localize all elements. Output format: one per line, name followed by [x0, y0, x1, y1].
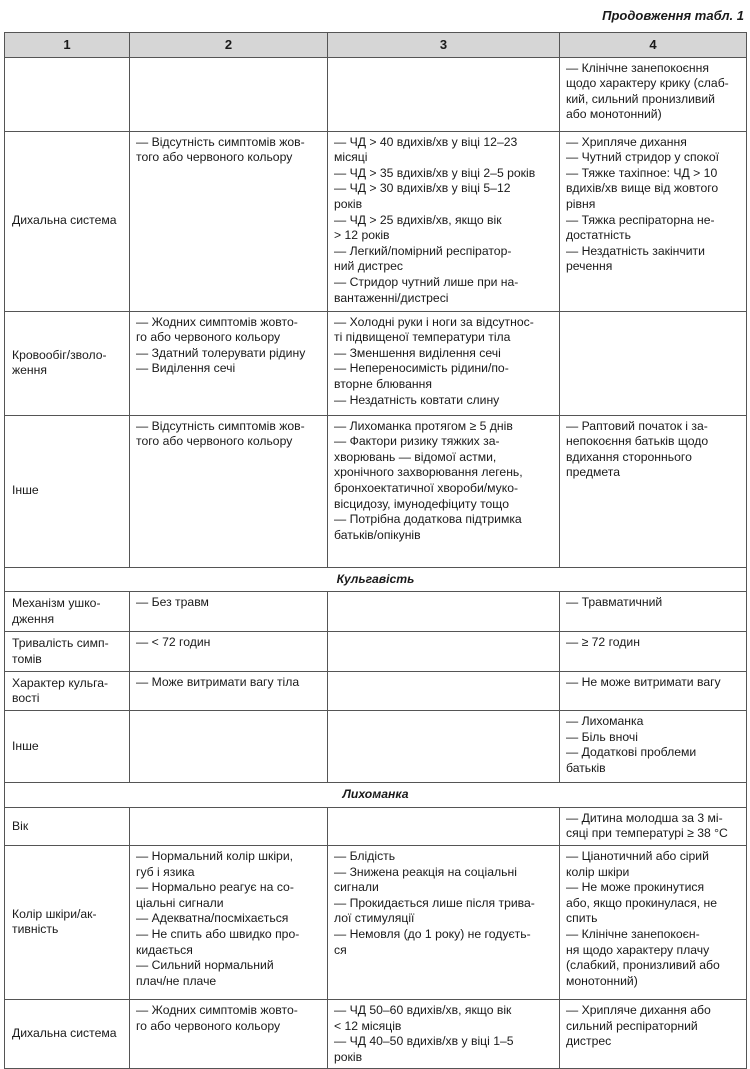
criterion-item: — Не може витримати вагу [566, 675, 721, 690]
column-header-1: 1 [5, 33, 130, 58]
criterion-item: — Біль вночі [566, 729, 638, 744]
row-label: Тривалість симп- томів [5, 632, 130, 672]
table-cell-col3 [328, 999, 560, 1068]
criterion-item: — Виділення сечі [136, 361, 236, 376]
table-cell-col2 [130, 311, 328, 415]
header-row [5, 33, 747, 58]
criterion-item: — Тяжке тахіпное: ЧД > 10 вдихів/хв вище від жовтого рівня [566, 165, 719, 211]
criterion-item: — Хрипляче дихання [566, 134, 687, 149]
table-cell-col2 [130, 131, 328, 311]
criterion-item: — Здатний толерувати рідину [136, 345, 306, 360]
table-caption: Продовження табл. 1 [602, 8, 744, 23]
table-cell-col3 [328, 57, 560, 131]
criterion-item: — Нормально реагує на со- ціальні сигнали [136, 880, 294, 910]
table-cell-col4 [560, 711, 747, 783]
row-label: Характер кульга- вості [5, 672, 130, 711]
criterion-item: — Потрібна додаткова підтримка батьків/опікунів [334, 512, 522, 542]
table-row [5, 672, 747, 711]
criterion-item: — Нездатність ковтати слину [334, 392, 500, 407]
section-row [5, 567, 747, 592]
criterion-item: — Жодних симптомів жовто- го або червоного кольору [136, 314, 298, 345]
table-row [5, 711, 747, 783]
table-row [5, 592, 747, 632]
criterion-item: — Дитина молодша за 3 мі- сяці при температурі ≥ 38 °C [566, 810, 728, 841]
criterion-item: — ЧД > 25 вдихів/хв, якщо вік > 12 років [334, 212, 502, 243]
criterion-item: — Не може прокинутися або, якщо прокинулася, не спить [566, 880, 718, 926]
row-label: Колір шкіри/ак- тивність [5, 845, 130, 999]
criterion-item: — Лихоманка [566, 714, 644, 729]
table-cell-col2 [130, 711, 328, 783]
table-cell-col2 [130, 999, 328, 1068]
table-row [5, 311, 747, 415]
table-cell-col4 [560, 845, 747, 999]
row-label: Вік [5, 807, 130, 845]
criterion-item: — ≥ 72 годин [566, 635, 640, 650]
criterion-item: — Адекватна/посміхається [136, 911, 289, 926]
table-cell-col2 [130, 807, 328, 845]
section-heading: Кульгавість [5, 567, 747, 592]
criterion-item: — ЧД > 40 вдихів/хв у віці 12–23 місяці [334, 134, 518, 165]
table-cell-col2 [130, 57, 328, 131]
table-row [5, 845, 747, 999]
criterion-item: — ЧД 50–60 вдихів/хв, якщо вік < 12 місяців [334, 1002, 512, 1033]
table-cell-col4 [560, 592, 747, 632]
criterion-item: — Додаткові проблеми батьків [566, 745, 697, 775]
criterion-item: — Жодних симптомів жовто- го або червоного кольору [136, 1002, 298, 1033]
section-row [5, 783, 747, 808]
row-label: Інше [5, 415, 130, 567]
row-label [5, 57, 130, 131]
table-cell-col2 [130, 632, 328, 672]
criterion-item: — Знижена реакція на соціальні сигнали [334, 864, 517, 895]
table-cell-col3 [328, 807, 560, 845]
table-row [5, 415, 747, 567]
table-cell-col3 [328, 632, 560, 672]
table-cell-col4 [560, 672, 747, 711]
criterion-item: — Немовля (до 1 року) не годуєть- ся [334, 926, 531, 957]
criterion-item: — Лихоманка протягом ≥ 5 днів [334, 418, 513, 433]
table-cell-col3 [328, 415, 560, 567]
table-cell-col3 [328, 592, 560, 632]
criterion-item: — Холодні руки і ноги за відсутнос- ті підвищеної температури тіла [334, 314, 534, 345]
table-row [5, 807, 747, 845]
criterion-item: — Тяжка респіраторна не- достатність [566, 212, 715, 243]
criterion-item: — Сильний нормальний плач/не плаче [136, 958, 274, 988]
table-row [5, 999, 747, 1068]
criterion-item: — Блідість [334, 848, 396, 863]
table-cell-col4 [560, 57, 747, 131]
criterion-item: — Не спить або швидко про- кидається [136, 926, 300, 957]
table-cell-col4 [560, 632, 747, 672]
table-cell-col2 [130, 592, 328, 632]
column-header-4: 4 [560, 33, 747, 58]
column-header-3: 3 [328, 33, 560, 58]
row-label: Дихальна система [5, 131, 130, 311]
table-cell-col4 [560, 311, 747, 415]
table-cell-col4 [560, 131, 747, 311]
table-cell-col2 [130, 415, 328, 567]
criterion-item: — Хрипляче дихання або сильний респіраторний дистрес [566, 1002, 711, 1049]
table-cell-col3 [328, 845, 560, 999]
row-label: Дихальна система [5, 999, 130, 1068]
column-header-2: 2 [130, 33, 328, 58]
criterion-item: — Ціанотичний або сірий колір шкіри [566, 848, 709, 879]
row-label: Кровообіг/зволо- ження [5, 311, 130, 415]
criterion-item: — ЧД > 30 вдихів/хв у віці 5–12 років [334, 181, 511, 211]
criterion-item: — Зменшення виділення сечі [334, 345, 501, 360]
table-cell-col2 [130, 845, 328, 999]
criterion-item: — Чутний стридор у спокої [566, 150, 720, 165]
table-cell-col3 [328, 711, 560, 783]
criterion-item: — < 72 годин [136, 635, 211, 650]
table-cell-col4 [560, 999, 747, 1068]
criteria-table [4, 32, 747, 1069]
criterion-item: — Без травм [136, 595, 209, 610]
criterion-item: — Відсутність симптомів жов- того або червоного кольору [136, 134, 305, 165]
criterion-item: — Нездатність закінчити речення [566, 243, 705, 274]
criterion-item: — ЧД 40–50 вдихів/хв у віці 1–5 років [334, 1034, 514, 1064]
table-row [5, 57, 747, 131]
section-heading: Лихоманка [5, 783, 747, 808]
criterion-item: — Клінічне занепокоєн- ня щодо характеру плачу (слабкий, пронизливий або монотонний) [566, 926, 720, 988]
table-cell-col4 [560, 415, 747, 567]
table-cell-col3 [328, 672, 560, 711]
table-cell-col4 [560, 807, 747, 845]
criterion-item: — Раптовий початок і за- непокоєння батьків щодо вдихання стороннього предмета [566, 418, 709, 480]
table-row [5, 632, 747, 672]
criterion-item: — Фактори ризику тяжких за- хворювань — відомої астми, хронічного захворювання легень, бронхоектатичної хвороби/муко- вісцидозу, імунодефіциту тощо [334, 434, 523, 511]
row-label: Інше [5, 711, 130, 783]
criterion-item: — Прокидається лише після трива- лої стимуляції [334, 895, 535, 926]
criterion-item: — Клінічне занепокоєння щодо характеру крику (слаб- кий, сильний пронизливий або монотонний) [566, 60, 729, 122]
criterion-item: — Може витримати вагу тіла [136, 675, 300, 690]
criterion-item: — Непереносимість рідини/по- вторне блювання [334, 361, 509, 391]
criterion-item: — ЧД > 35 вдихів/хв у віці 2–5 років [334, 165, 536, 180]
row-label: Механізм ушко- дження [5, 592, 130, 632]
criterion-item: — Відсутність симптомів жов- того або червоного кольору [136, 418, 305, 449]
table-row [5, 131, 747, 311]
criterion-item: — Нормальний колір шкіри, губ і язика [136, 848, 294, 879]
criterion-item: — Травматичний [566, 595, 663, 610]
criterion-item: — Стридор чутний лише при на- вантаженні/дистресі [334, 274, 519, 305]
table-cell-col3 [328, 131, 560, 311]
table-cell-col2 [130, 672, 328, 711]
criterion-item: — Легкий/помірний респіратор- ний дистрес [334, 243, 512, 274]
table-cell-col3 [328, 311, 560, 415]
